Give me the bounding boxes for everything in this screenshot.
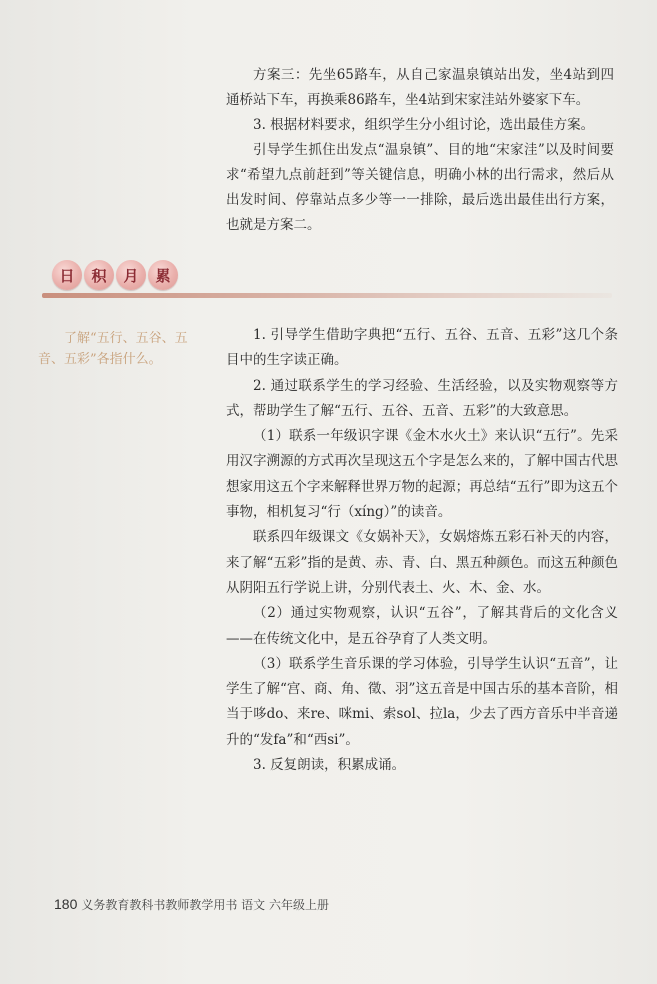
book-title: 义务教育教科书教师教学用书 语文 六年级上册	[81, 898, 329, 912]
paragraph: 方案三：先坐65路车，从自己家温泉镇站出发，坐4站到四通桥站下车，再换乘86路车，坐4站到宋家洼站外婆家下车。	[226, 67, 614, 108]
section-banner	[42, 260, 602, 300]
section-title	[52, 260, 178, 290]
section-title-char: 日	[52, 260, 82, 290]
side-note-text: 了解“五行、五谷、五音、五彩”各指什么。	[38, 331, 188, 367]
side-note	[38, 328, 200, 370]
paragraph: 引导学生抓住出发点“温泉镇”、目的地“宋家洼”以及时间要求“希望九点前赶到”等关键信息，明确小林的出行需求，然后从出发时间、停靠站点多少等一一排除，最后选出最佳出行方案，也就是方案二。	[226, 142, 614, 233]
paragraph: 3. 反复朗读，积累成诵。	[253, 757, 406, 774]
section-title-char: 月	[116, 260, 146, 290]
paragraph: （2）通过实物观察，认识“五谷”，了解其背后的文化含义——在传统文化中，是五谷孕育了人类文明。	[226, 605, 618, 647]
paragraph: 联系四年级课文《女娲补天》，女娲熔炼五彩石补天的内容，来了解“五彩”指的是黄、赤、青、白、黑五种颜色。而这五种颜色从阴阳五行学说上讲，分别代表土、火、木、金、水。	[226, 529, 618, 596]
section-title-char: 积	[84, 260, 114, 290]
page-number: 180	[54, 896, 78, 912]
paragraph: 2. 通过联系学生的学习经验、生活经验，以及实物观察等方式，帮助学生了解“五行、五谷、五音、五彩”的大致意思。	[226, 377, 618, 419]
top-text-block	[226, 63, 614, 238]
page-footer	[54, 896, 329, 913]
paragraph: （3）联系学生音乐课的学习体验，引导学生认识“五音”，让学生了解“宫、商、角、徵、羽”这五音是中国古乐的基本音阶，相当于哆do、来re、咪mi、索sol、拉la，少去了西方音乐中半音递升的“发fa”和“西si”。	[226, 655, 618, 748]
section-title-char: 累	[148, 260, 178, 290]
paragraph: 1. 引导学生借助字典把“五行、五谷、五音、五彩”这几个条目中的生字读正确。	[226, 327, 618, 369]
main-text-block	[226, 323, 618, 778]
paragraph: 3. 根据材料要求，组织学生分小组讨论，选出最佳方案。	[253, 117, 595, 133]
paragraph: （1）联系一年级识字课《金木水火土》来认识“五行”。先采用汉字溯源的方式再次呈现这五个字是怎么来的，了解中国古代思想家用这五个字来解释世界万物的起源；再总结“五行”即为这五个事物，相机复习“行（xíng）”的读音。	[226, 428, 618, 521]
banner-underline	[42, 293, 612, 298]
